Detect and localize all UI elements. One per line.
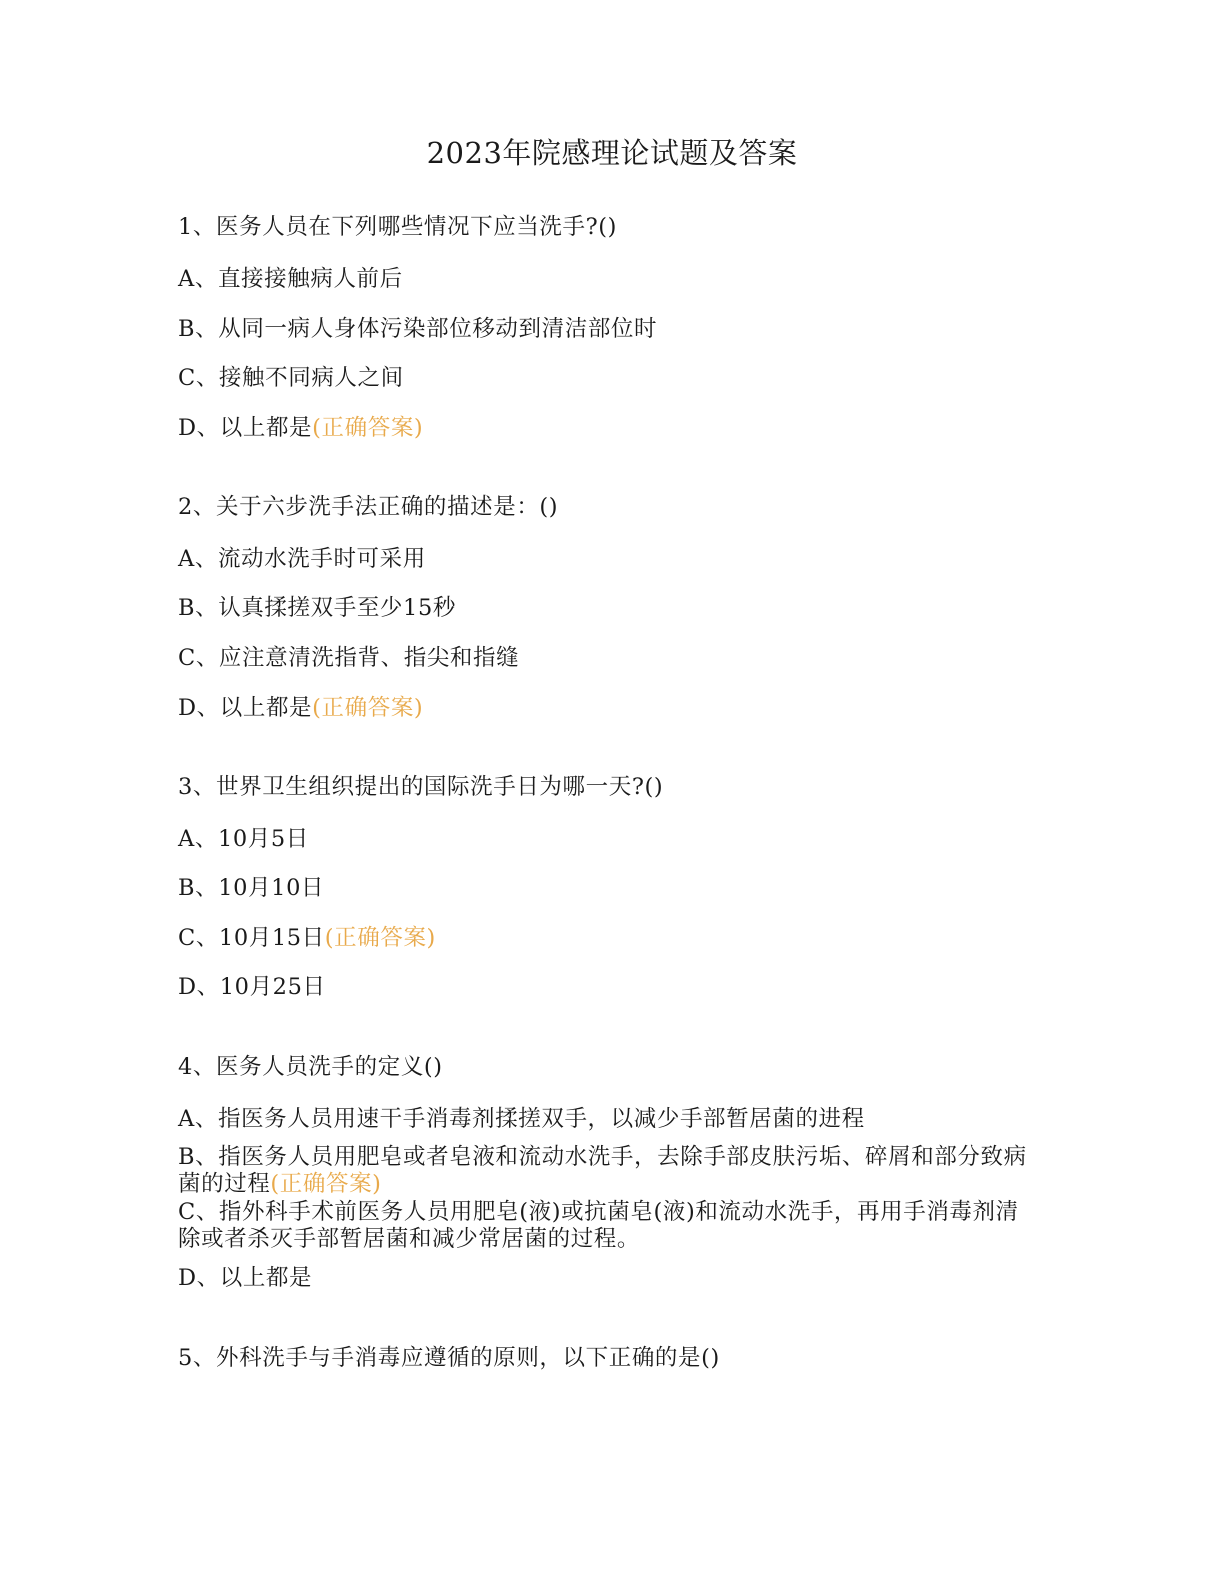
option-text: C、10月15日 (178, 925, 325, 951)
option-c (178, 924, 436, 952)
option-b: B、认真揉搓双手至少15秒 (178, 595, 456, 621)
option-a: A、指医务人员用速干手消毒剂揉搓双手，以减少手部暂居菌的进程 (178, 1106, 865, 1132)
question-stem: 4、医务人员洗手的定义() (178, 1054, 443, 1080)
option-c: C、接触不同病人之间 (178, 365, 404, 391)
correct-answer-tag: (正确答案) (312, 695, 424, 721)
option-text: D、以上都是 (178, 695, 313, 721)
option-b: B、10月10日 (178, 875, 325, 901)
option-b (178, 1144, 1038, 1198)
page-title: 2023年院感理论试题及答案 (426, 136, 798, 170)
question-stem: 2、关于六步洗手法正确的描述是：() (178, 494, 559, 520)
option-b: B、从同一病人身体污染部位移动到清洁部位时 (178, 316, 658, 342)
option-d: D、10月25日 (178, 974, 326, 1000)
option-a: A、10月5日 (178, 826, 309, 852)
correct-answer-tag: (正确答案) (270, 1171, 382, 1197)
option-d: D、以上都是 (178, 1265, 313, 1291)
question-stem: 3、世界卫生组织提出的国际洗手日为哪一天?() (178, 774, 664, 800)
option-a: A、流动水洗手时可采用 (178, 546, 426, 572)
option-c: C、指外科手术前医务人员用肥皂(液)或抗菌皂(液)和流动水洗手，再用手消毒剂清除或者杀灭手部暂居菌和减少常居菌的过程。 (178, 1199, 1019, 1252)
question-stem: 1、医务人员在下列哪些情况下应当洗手?() (178, 214, 618, 240)
question-stem: 5、外科洗手与手消毒应遵循的原则，以下正确的是() (178, 1345, 720, 1371)
option-text: B、指医务人员用肥皂或者皂液和流动水洗手，去除手部皮肤污垢、碎屑和部分致病菌的过程 (178, 1144, 1027, 1197)
correct-answer-tag: (正确答案) (312, 415, 424, 441)
option-c: C、应注意清洗指背、指尖和指缝 (178, 645, 520, 671)
option-a: A、直接接触病人前后 (178, 266, 403, 292)
correct-answer-tag: (正确答案) (324, 925, 436, 951)
option-d (178, 414, 423, 442)
option-text: D、以上都是 (178, 415, 313, 441)
option-d (178, 694, 423, 722)
